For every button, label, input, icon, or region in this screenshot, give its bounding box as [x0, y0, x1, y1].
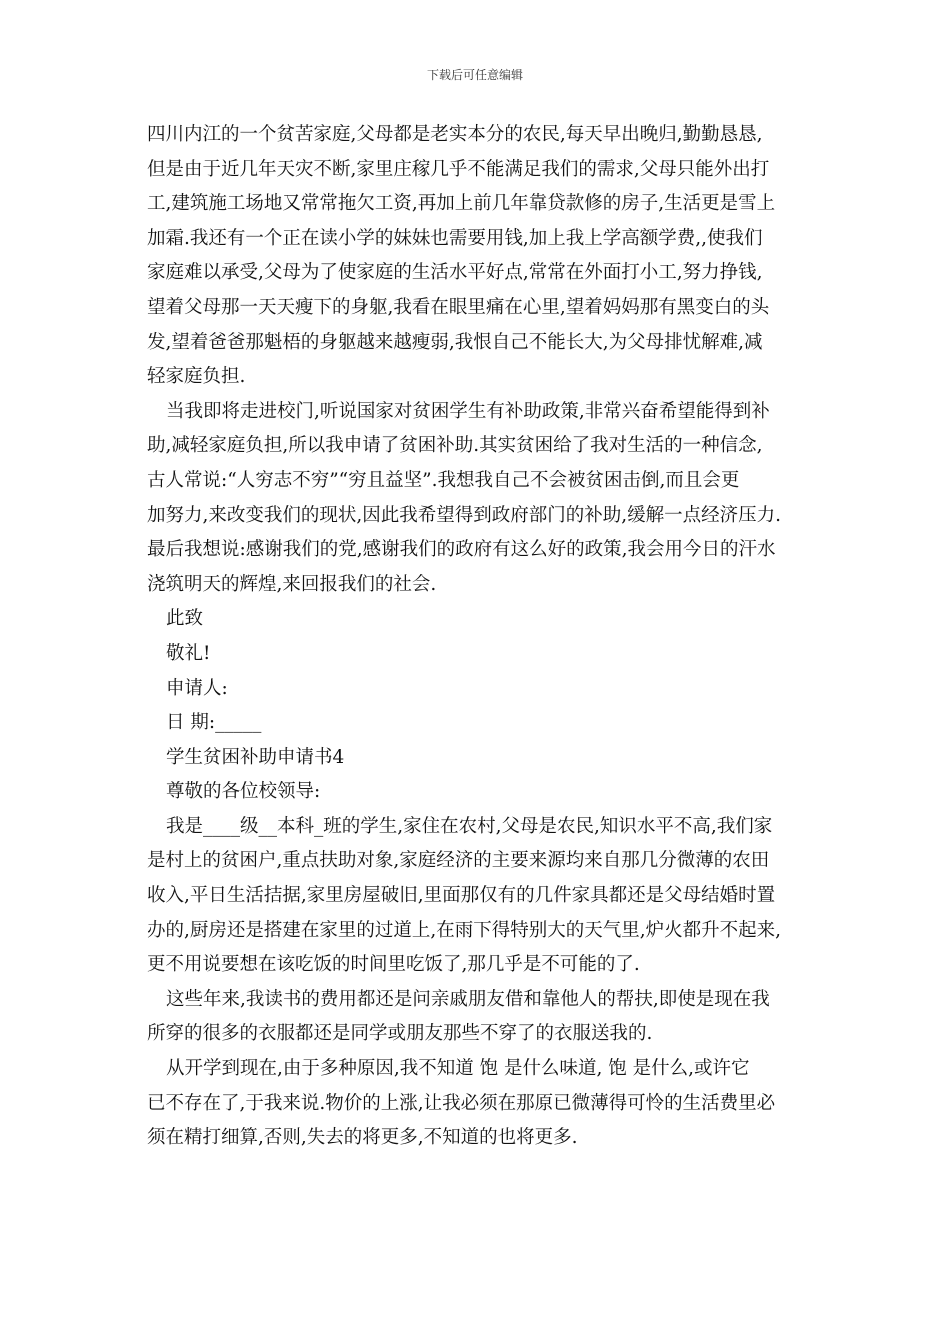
text-line: 日 期:_____ — [166, 712, 262, 734]
text-line: 尊敬的各位校领导: — [166, 781, 321, 803]
page-header: 下载后可任意编辑 — [426, 68, 523, 82]
text-line: 加霜.我还有一个正在读小学的妹妹也需要用钱,加上我上学高额学费,,使我们 — [147, 227, 763, 249]
text-line: 我是____级__本科_班的学生,家住在农村,父母是农民,知识水平不高,我们家 — [166, 815, 773, 837]
text-line: 收入,平日生活拮据,家里房屋破旧,里面那仅有的几件家具都还是父母结婚时置 — [147, 885, 776, 907]
text-line: 学生贫困补助申请书4 — [166, 746, 345, 768]
text-line: 从开学到现在,由于多种原因,我不知道 饱 是什么味道, 饱 是什么,或许它 — [166, 1058, 750, 1080]
text-line: 须在精打细算,否则,失去的将更多,不知道的也将更多. — [147, 1127, 578, 1149]
text-line: 敬礼! — [166, 642, 211, 664]
text-line: 已不存在了,于我来说.物价的上涨,让我必须在那原已微薄得可怜的生活费里必 — [147, 1092, 776, 1114]
text-line: 浇筑明天的辉煌,来回报我们的社会. — [147, 573, 437, 595]
document-body — [147, 118, 811, 1156]
text-line: 助,减轻家庭负担,所以我申请了贫困补助.其实贫困给了我对生活的一种信念, — [147, 435, 763, 457]
text-line: 轻家庭负担. — [147, 366, 246, 388]
text-line: 所穿的很多的衣服都还是同学或朋友那些不穿了的衣服送我的. — [147, 1023, 653, 1045]
text-line: 当我即将走进校门,听说国家对贫困学生有补助政策,非常兴奋希望能得到补 — [166, 400, 770, 422]
text-line: 发,望着爸爸那魁梧的身躯越来越瘦弱,我恨自己不能长大,为父母排忧解难,减 — [147, 331, 763, 353]
text-line: 但是由于近几年天灾不断,家里庄稼几乎不能满足我们的需求,父母只能外出打 — [147, 158, 770, 180]
text-line: 工,建筑施工场地又常常拖欠工资,再加上前几年靠贷款修的房子,生活更是雪上 — [147, 193, 776, 215]
text-line: 是村上的贫困户,重点扶助对象,家庭经济的主要来源均来自那几分微薄的农田 — [147, 850, 770, 872]
text-line: 此致 — [166, 608, 204, 630]
text-line: 家庭难以承受,父母为了使家庭的生活水平好点,常常在外面打小工,努力挣钱, — [147, 262, 763, 284]
text-line: 加努力,来改变我们的现状,因此我希望得到政府部门的补助,缓解一点经济压力. — [147, 504, 782, 526]
text-line: 办的,厨房还是搭建在家里的过道上,在雨下得特别大的天气里,炉火都升不起来, — [147, 919, 782, 941]
text-line: 申请人: — [166, 677, 228, 699]
text-line: 更不用说要想在该吃饭的时间里吃饭了,那几乎是不可能的了. — [147, 954, 640, 976]
text-line: 这些年来,我读书的费用都还是问亲戚朋友借和靠他人的帮扶,即使是现在我 — [166, 988, 770, 1010]
text-line: 望着父母那一天天瘦下的身躯,我看在眼里痛在心里,望着妈妈那有黑变白的头 — [147, 296, 770, 318]
text-line: 古人常说:“人穷志不穷”“穷且益坚”.我想我自己不会被贫困击倒,而且会更 — [147, 469, 740, 491]
text-line: 四川内江的一个贫苦家庭,父母都是老实本分的农民,每天早出晚归,勤勤恳恳, — [147, 124, 763, 145]
text-line: 最后我想说:感谢我们的党,感谢我们的政府有这么好的政策,我会用今日的汗水 — [147, 539, 776, 561]
